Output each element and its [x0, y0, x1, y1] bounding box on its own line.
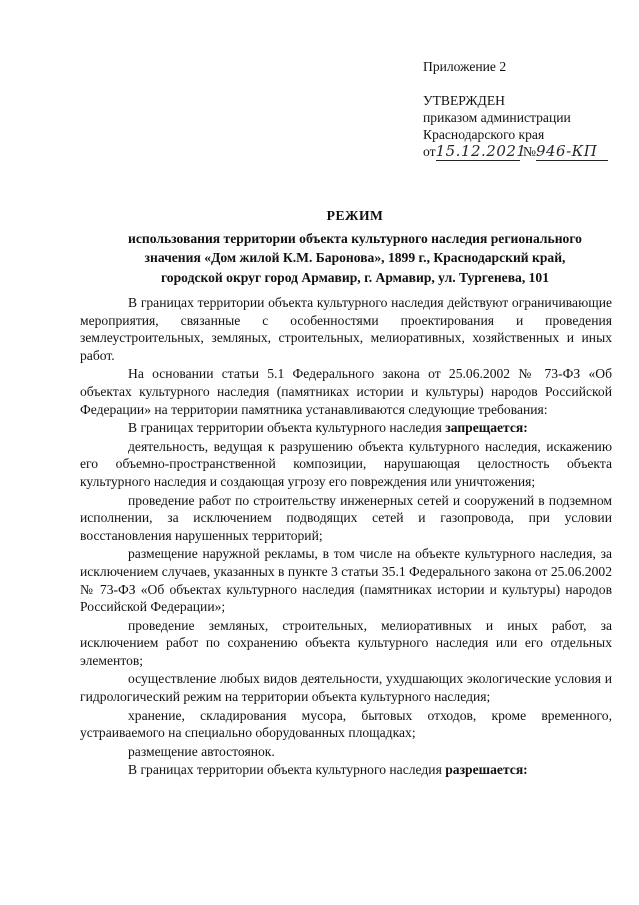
document-body: [80, 294, 612, 779]
document-subtitle-line-1: использования территории объекта культурного наследия регионального: [128, 230, 582, 246]
list-item-ecology: осуществление любых видов деятельности, ухудшающих экологические условия и гидрологический режим на территории объекта культурного наследия;: [80, 671, 612, 705]
list-item-destruction: деятельность, ведущая к разрушению объекта культурного наследия, искажению его объемно-пространственной композиции, нарушающая целостность объекта культурного наследия и создающая угрозу его повреждения или уничтожения;: [80, 438, 612, 489]
allowed-heading-text: В границах территории объекта культурного наследия: [128, 762, 446, 778]
list-item-advertising: размещение наружной рекламы, в том числе на объекте культурного наследия, за исключением случаев, указанных в пункте 3 статьи 35.1 Федерального закона от 25.06.2002 № 73-ФЗ «Об объектах культурного наследия (памятниках истории и культуры) народов Российской Федерации»;: [80, 546, 612, 615]
document-heading: [78, 206, 632, 287]
handwritten-number: 946-КП: [536, 143, 608, 161]
list-item-earthworks: проведение земляных, строительных, мелиоративных и иных работ, за исключением работ по сохранению объекта культурного наследия или его отдельных элементов;: [80, 617, 612, 668]
prohibited-heading-text: В границах территории объекта культурного наследия: [128, 420, 446, 436]
approval-block: [423, 58, 608, 161]
number-prefix: №: [522, 144, 536, 159]
document-subtitle-line-3: городской округ город Армавир, г. Армавир, ул. Тургенева, 101: [160, 269, 550, 285]
paragraph-restrictions-intro: В границах территории объекта культурного наследия действуют ограничивающие мероприятия, связанные с особенностями проектирования и проведения землеустроительных, земляных, строительных, мелиоративных, хозяйственных и иных работ.: [80, 295, 612, 363]
document-subtitle-line-2: значения «Дом жилой К.М. Баронова», 1899 г., Краснодарский край,: [144, 250, 566, 265]
list-item-parking: размещение автостоянок.: [128, 743, 275, 759]
prohibited-keyword: запрещается:: [445, 420, 528, 436]
region-label: Краснодарского края: [423, 127, 545, 142]
date-number-line: [423, 143, 608, 161]
paragraph-legal-basis: На основании статьи 5.1 Федерального закона от 25.06.2002 № 73-ФЗ «Об объектах культурного наследия (памятниках истории и культуры) народов Российской Федерации» на территории памятника устанавливаются следующие требования:: [80, 366, 612, 417]
document-title: РЕЖИМ: [326, 208, 384, 223]
paragraph-prohibited-heading: [80, 419, 612, 437]
handwritten-date: 15.12.2021: [435, 142, 527, 160]
list-item-waste: хранение, складирования мусора, бытовых отходов, кроме временного, устраиваемого на специально оборудованных площадках;: [80, 707, 612, 741]
date-prefix: от: [423, 144, 436, 159]
allowed-keyword: разрешается:: [445, 762, 528, 778]
order-label: приказом администрации: [423, 110, 571, 125]
list-item-engineering-networks: проведение работ по строительству инженерных сетей и сооружений в подземном исполнении, за исключением подводящих сетей и газопровода, при условии восстановления нарушенных территорий;: [80, 492, 612, 543]
approved-label: УТВЕРЖДЕН: [423, 93, 505, 108]
paragraph-allowed-heading: [80, 761, 612, 779]
appendix-label: Приложение 2: [423, 59, 507, 74]
